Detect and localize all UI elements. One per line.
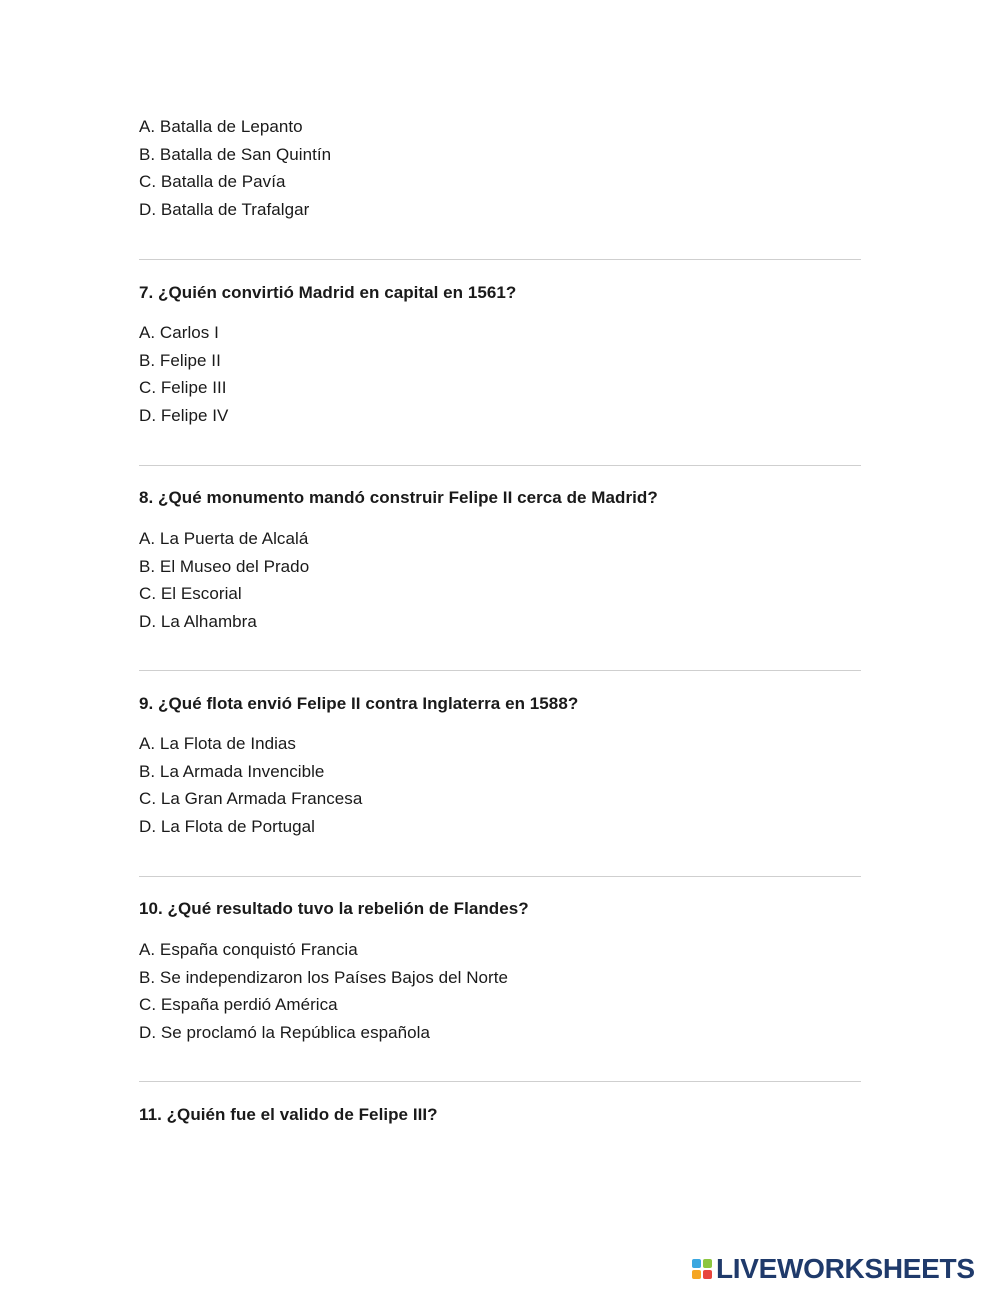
option-d[interactable]: D. Batalla de Trafalgar [139, 200, 310, 220]
question-10 [139, 898, 861, 920]
logo-square-green [703, 1259, 712, 1268]
question-7 [139, 282, 861, 304]
question-6-options [139, 116, 861, 227]
divider [139, 876, 861, 877]
question-9 [139, 693, 861, 715]
option-a[interactable]: A. Carlos I [139, 323, 219, 342]
divider [139, 259, 861, 260]
option-c[interactable]: C. Batalla de Pavía [139, 172, 286, 192]
question-8-options [139, 528, 861, 639]
option-a[interactable]: A. La Puerta de Alcalá [139, 529, 309, 548]
logo-square-blue [692, 1259, 701, 1268]
question-text: 7. ¿Quién convirtió Madrid en capital en 1561? [139, 283, 517, 302]
option-c[interactable]: C. Felipe III [139, 378, 227, 398]
option-b[interactable]: B. Felipe II [139, 350, 221, 370]
question-9-options [139, 733, 861, 844]
option-d[interactable]: D. La Alhambra [139, 612, 257, 632]
question-8 [139, 487, 861, 509]
option-b[interactable]: B. Se independizaron los Países Bajos del Norte [139, 967, 509, 987]
question-text: 10. ¿Qué resultado tuvo la rebelión de Flandes? [139, 899, 529, 918]
question-10-options [139, 939, 861, 1050]
divider [139, 465, 861, 466]
option-d[interactable]: D. Felipe IV [139, 406, 229, 426]
question-7-options [139, 322, 861, 433]
option-b[interactable]: B. El Museo del Prado [139, 556, 310, 576]
logo-square-red [703, 1270, 712, 1279]
liveworksheets-brand[interactable] [692, 1253, 975, 1284]
option-b[interactable]: B. La Armada Invencible [139, 761, 325, 781]
option-d[interactable]: D. La Flota de Portugal [139, 817, 315, 837]
option-a[interactable]: A. La Flota de Indias [139, 734, 296, 753]
option-c[interactable]: C. La Gran Armada Francesa [139, 789, 363, 809]
question-text: 8. ¿Qué monumento mandó construir Felipe II cerca de Madrid? [139, 488, 658, 507]
question-text: 11. ¿Quién fue el valido de Felipe III? [139, 1105, 438, 1124]
question-11 [139, 1104, 861, 1126]
logo-square-orange [692, 1270, 701, 1279]
option-c[interactable]: C. El Escorial [139, 584, 242, 604]
divider [139, 1081, 861, 1082]
option-d[interactable]: D. Se proclamó la República española [139, 1023, 430, 1043]
divider [139, 670, 861, 671]
option-a[interactable]: A. Batalla de Lepanto [139, 117, 303, 136]
option-c[interactable]: C. España perdió América [139, 995, 338, 1015]
option-b[interactable]: B. Batalla de San Quintín [139, 144, 332, 164]
option-a[interactable]: A. España conquistó Francia [139, 940, 358, 959]
brand-name: LIVEWORKSHEETS [716, 1253, 975, 1284]
question-text: 9. ¿Qué flota envió Felipe II contra Inglaterra en 1588? [139, 694, 579, 713]
liveworksheets-logo-icon [692, 1259, 712, 1279]
